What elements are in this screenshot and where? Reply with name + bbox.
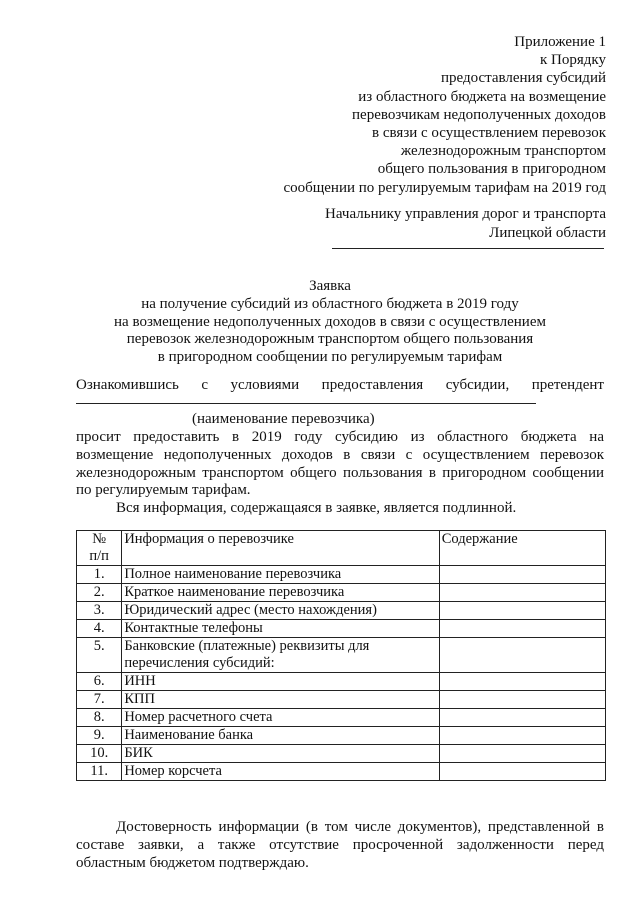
appendix-line: сообщении по регулируемым тарифам на 2019 год: [283, 179, 606, 196]
row-content-field[interactable]: [439, 709, 605, 727]
row-info: Наименование банка: [122, 727, 439, 745]
carrier-name-blank: [76, 403, 536, 404]
row-info: БИК: [122, 745, 439, 763]
addressee-block: [186, 205, 606, 243]
table-row: [77, 566, 606, 584]
title-line: на получение субсидий из областного бюджета в 2019 году: [141, 295, 519, 312]
appendix-line: предоставления субсидий: [440, 70, 606, 87]
table-row: [77, 620, 606, 638]
carrier-name-caption: (наименование перевозчика): [192, 411, 375, 427]
intro-word: условиями: [230, 377, 300, 393]
header-info-cell: Информация о перевозчике: [122, 531, 439, 566]
table-row: [77, 745, 606, 763]
appendix-line: из областного бюджета на возмещение: [358, 88, 606, 105]
closing-line: областным бюджетом подтверждаю.: [76, 855, 309, 871]
row-num: 9.: [77, 727, 122, 745]
document-title: [30, 277, 630, 366]
row-info-line: Банковские (платежные) реквизиты для: [124, 638, 370, 654]
table-row: [77, 709, 606, 727]
row-info: ИНН: [122, 673, 439, 691]
row-num: 7.: [77, 691, 122, 709]
appendix-line: общего пользования в пригородном: [377, 161, 606, 178]
closing-line: Достоверность информации (в том числе документов), представленной в: [116, 819, 604, 835]
row-num: 8.: [77, 709, 122, 727]
carrier-info-table: [76, 530, 606, 781]
authenticity-statement: Вся информация, содержащаяся в заявке, является подлинной.: [116, 500, 517, 516]
appendix-reference: [186, 33, 606, 197]
intro-word: Ознакомившись: [76, 377, 179, 393]
addressee-signature-line: [332, 248, 604, 249]
request-paragraph: [76, 428, 604, 499]
request-line: просит предоставить в 2019 году субсидию из областного бюджета на: [76, 429, 604, 445]
table-row: [77, 727, 606, 745]
intro-word: субсидии,: [445, 377, 510, 393]
row-content-field[interactable]: [439, 584, 605, 602]
intro-word: претендент: [531, 377, 604, 393]
request-line: железнодорожным транспортом общего пользования в пригородном сообщении: [76, 464, 604, 481]
appendix-line: Приложение 1: [514, 34, 606, 50]
intro-line: [76, 376, 604, 394]
title-line: перевозок железнодорожным транспортом общего пользования: [126, 331, 534, 348]
row-num: 10.: [77, 745, 122, 763]
appendix-line: железнодорожным транспортом: [400, 143, 606, 160]
table-header-row: [77, 531, 606, 566]
appendix-line: к Порядку: [540, 52, 606, 69]
request-line: по регулируемым тарифам.: [76, 482, 251, 499]
addressee-line: Начальнику управления дорог и транспорта: [325, 206, 606, 222]
row-content-field[interactable]: [439, 727, 605, 745]
row-num: 4.: [77, 620, 122, 638]
row-info: Полное наименование перевозчика: [122, 566, 439, 584]
table-row: [77, 638, 606, 673]
row-content-field[interactable]: [439, 602, 605, 620]
addressee-line: Липецкой области: [489, 225, 606, 241]
row-info-line: перечисления субсидий:: [124, 655, 275, 671]
header-num-line1: №: [92, 531, 107, 547]
row-num: 3.: [77, 602, 122, 620]
intro-word: предоставления: [321, 377, 424, 393]
header-content-cell: Содержание: [439, 531, 605, 566]
row-num: 1.: [77, 566, 122, 584]
table-row: [77, 584, 606, 602]
header-num-cell: [77, 531, 122, 566]
title-line: на возмещение недополученных доходов в связи с осуществлением: [114, 313, 546, 330]
row-num: 5.: [77, 638, 122, 673]
appendix-line: перевозчикам недополученных доходов: [352, 106, 606, 123]
table-row: [77, 691, 606, 709]
table-row: [77, 763, 606, 781]
row-content-field[interactable]: [439, 620, 605, 638]
row-content-field[interactable]: [439, 638, 605, 673]
row-num: 11.: [77, 763, 122, 781]
appendix-line: в связи с осуществлением перевозок: [372, 124, 606, 141]
row-num: 2.: [77, 584, 122, 602]
closing-paragraph: [76, 818, 604, 872]
row-num: 6.: [77, 673, 122, 691]
row-info: Номер корсчета: [122, 763, 439, 781]
table-row: [77, 602, 606, 620]
row-info: Юридический адрес (место нахождения): [122, 602, 439, 620]
row-content-field[interactable]: [439, 745, 605, 763]
row-info: Номер расчетного счета: [122, 709, 439, 727]
header-num-line2: п/п: [89, 548, 109, 564]
table-row: [77, 673, 606, 691]
title-line: Заявка: [309, 278, 351, 294]
closing-line: составе заявки, а также отсутствие просроченной задолженности перед: [76, 837, 604, 853]
row-info: КПП: [122, 691, 439, 709]
row-info: [122, 638, 439, 673]
row-info: Краткое наименование перевозчика: [122, 584, 439, 602]
row-info: Контактные телефоны: [122, 620, 439, 638]
intro-word: с: [201, 377, 209, 393]
row-content-field[interactable]: [439, 763, 605, 781]
request-line: возмещение недополученных доходов в связи с осуществлением перевозок: [76, 446, 604, 463]
row-content-field[interactable]: [439, 691, 605, 709]
row-content-field[interactable]: [439, 566, 605, 584]
title-line: в пригородном сообщении по регулируемым тарифам: [157, 349, 503, 366]
row-content-field[interactable]: [439, 673, 605, 691]
